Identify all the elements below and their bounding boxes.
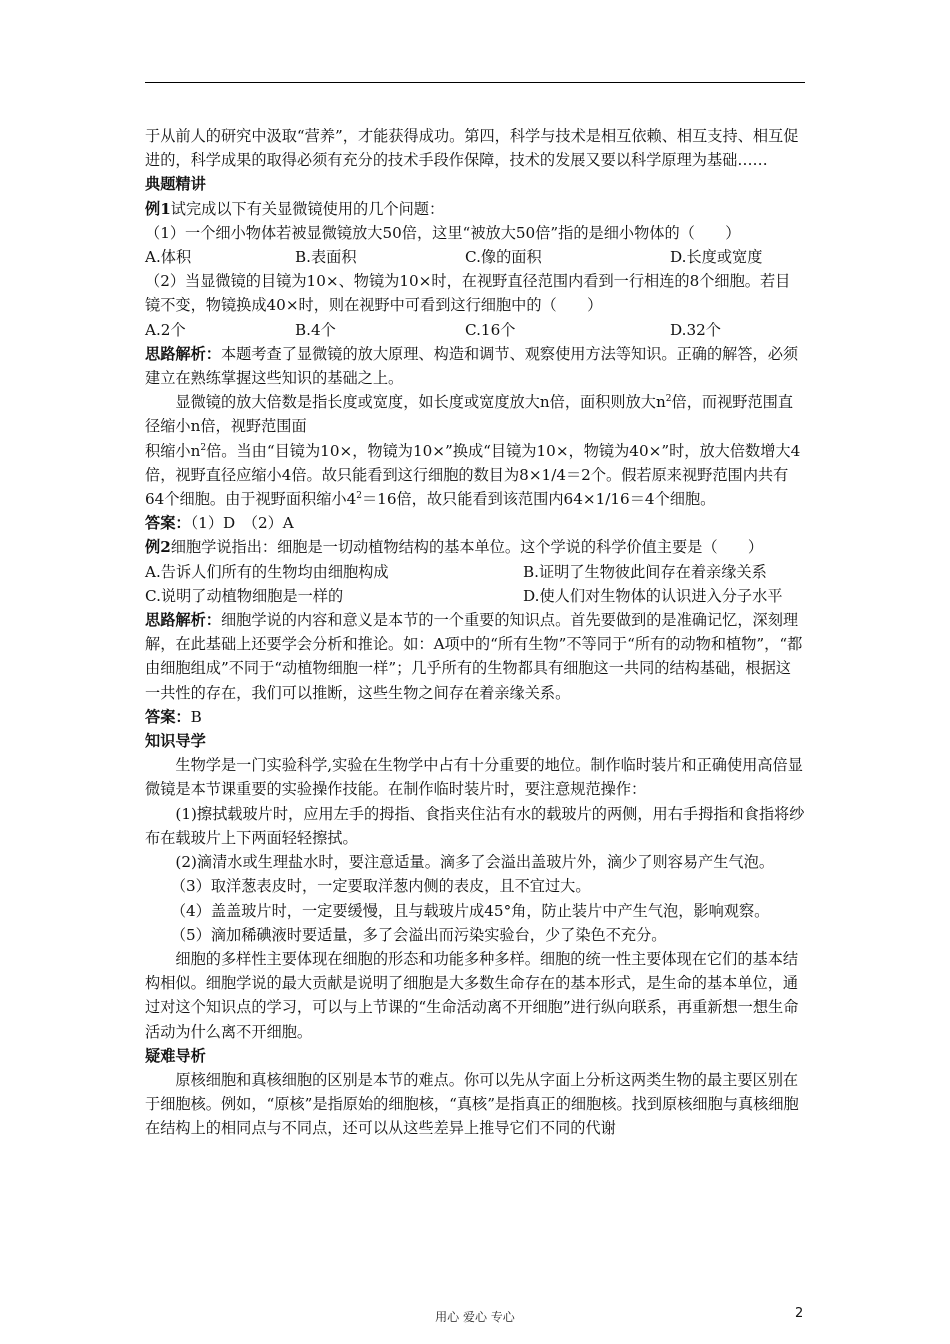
option: C.16个 [465, 320, 516, 339]
option: B.4个 [295, 320, 336, 339]
example-2-analysis [145, 608, 805, 705]
zhishi-step-1: (1)擦拭载玻片时，应用左手的拇指、食指夹住沾有水的载玻片的两侧，用右手拇指和食指将纱布在载玻片上下两面轻轻擦拭。 [145, 804, 805, 847]
explanation-text: 显微镜的放大倍数是指长度或宽度，如长度或宽度放大n倍，面积则放大n [175, 393, 666, 412]
explanation-text: 倍，而视野范围直径缩小n倍，视野范围面 [145, 393, 794, 436]
example-2-options-row1 [145, 560, 805, 584]
option: D.长度或宽度 [670, 248, 763, 267]
example-1-q2-options [145, 318, 805, 342]
example-1-label: 例1 [145, 199, 171, 218]
example-1-stem [145, 197, 805, 221]
option: C.说明了动植物细胞是一样的 [145, 586, 344, 605]
option: B.证明了生物彼此间存在着亲缘关系 [523, 562, 767, 581]
answer-text: （1）D （2）A [190, 514, 294, 533]
explanation-text: 积缩小n [145, 441, 201, 460]
example-1-answer [145, 511, 805, 535]
analysis-text: 细胞学说的内容和意义是本节的一个重要的知识点。首先要做到的是准确记忆，深刻理解，在此基础上还要学会分析和推论。如：A项中的“所有生物”不等同于“所有的动物和植物”，“都由细胞组成”不同于“动植物细胞一样”；几乎所有的生物都具有细胞这一共同的结构基础，根据这一共性的存在，我们可以推断，这些生物之间存在着亲缘关系。 [145, 611, 803, 702]
answer-label: 答案： [145, 707, 191, 726]
header-rule [145, 82, 805, 83]
page-number: 2 [795, 1306, 804, 1321]
analysis-text: 本题考查了显微镜的放大原理、构造和调节、观察使用方法等知识。正确的解答，必须建立在熟练掌握这些知识的基础之上。 [145, 344, 799, 388]
analysis-label: 思路解析： [145, 611, 221, 630]
zhishi-paragraph-1: 生物学是一门实验科学,实验在生物学中占有十分重要的地位。制作临时装片和正确使用高倍显微镜是本节课重要的实验操作技能。在制作临时装片时，要注意规范操作： [145, 756, 803, 799]
example-1-q1: （1）一个细小物体若被显微镜放大50倍，这里“被放大50倍”指的是细小物体的（ ） [145, 223, 741, 242]
superscript: 2 [356, 491, 362, 502]
zhishi-step-2: (2)滴清水或生理盐水时，要注意适量。滴多了会溢出盖玻片外，滴少了则容易产生气泡。 [175, 853, 775, 872]
example-2-answer [145, 705, 805, 729]
example-1-analysis [145, 342, 805, 390]
example-1-q1-options [145, 245, 805, 269]
superscript: 2 [200, 442, 207, 453]
section-heading-yinan: 疑难导析 [145, 1046, 206, 1065]
example-1-text: 试完成以下有关显微镜使用的几个问题： [170, 199, 445, 218]
example-1-explanation-b [145, 439, 805, 512]
example-1-explanation-a [145, 390, 805, 438]
answer-label: 答案： [145, 514, 191, 533]
option: A.体积 [145, 248, 192, 267]
footer-slogan: 用心 爱心 专心 [435, 1310, 515, 1324]
zhishi-paragraph-2: 细胞的多样性主要体现在细胞的形态和功能多种多样。细胞的统一性主要体现在它们的基本结构相似。细胞学说的最大贡献是说明了细胞是大多数生命存在的基本形式，是生命的基本单位，通过对这个知识点的学习，可以与上节课的“生命活动离不开细胞”进行纵向联系，再重新想一想生命活动为什么离不开细胞。 [145, 949, 799, 1041]
explanation-text: 倍。当由“目镜为10×，物镜为10×”换成“目镜为10×，物镜为40×”时，放大倍数增大4倍，视野直径应缩小4倍。故只能看到这行细胞的数目为8×1/4＝2个。假若原来视野范围内共有64个细胞。由于视野面积缩小4 [145, 441, 801, 509]
option: D.32个 [670, 320, 721, 339]
example-2-stem [145, 535, 805, 559]
zhishi-step-5: （5）滴加稀碘液时要适量，多了会溢出而污染实验台，少了染色不充分。 [170, 925, 667, 944]
option: B.表面积 [295, 248, 357, 267]
section-heading-dianti: 典题精讲 [145, 175, 206, 194]
answer-text: B [190, 707, 202, 726]
option: C.像的面积 [465, 248, 542, 267]
analysis-label: 思路解析： [145, 344, 221, 363]
zhishi-step-3: （3）取洋葱表皮时，一定要取洋葱内侧的表皮，且不宜过大。 [170, 877, 591, 896]
page-content [145, 124, 805, 1141]
example-1-q2: （2）当显微镜的目镜为10×、物镜为10×时，在视野直径范围内看到一行相连的8个细胞。若目镜不变，物镜换成40×时，则在视野中可看到这行细胞中的（ ） [145, 272, 791, 315]
zhishi-step-4: （4）盖盖玻片时，一定要缓慢，且与载玻片成45°角，防止装片中产生气泡，影响观察。 [170, 901, 770, 920]
example-2-options-row2 [145, 584, 805, 608]
yinan-paragraph-1: 原核细胞和真核细胞的区别是本节的难点。你可以先从字面上分析这两类生物的最主要区别在于细胞核。例如，“原核”是指原始的细胞核，“真核”是指真正的细胞核。找到原核细胞与真核细胞在结构上的相同点与不同点，还可以从这些差异上推导它们不同的代谢 [145, 1070, 799, 1138]
option: D.使人们对生物体的认识进入分子水平 [523, 586, 783, 605]
option: A.告诉人们所有的生物均由细胞构成 [145, 562, 389, 581]
intro-paragraph: 于从前人的研究中汲取“营养”，才能获得成功。第四，科学与技术是相互依赖、相互支持、相互促进的，科学成果的取得必须有充分的技术手段作保障，技术的发展又要以科学原理为基础…… [145, 127, 799, 170]
explanation-text: ＝16倍，故只能看到该范围内64×1/16＝4个细胞。 [361, 490, 716, 509]
example-2-text: 细胞学说指出：细胞是一切动植物结构的基本单位。这个学说的科学价值主要是（ ） [170, 538, 764, 557]
section-heading-zhishi: 知识导学 [145, 732, 206, 751]
superscript: 2 [665, 394, 672, 405]
option: A.2个 [145, 320, 186, 339]
example-2-label: 例2 [145, 538, 171, 557]
